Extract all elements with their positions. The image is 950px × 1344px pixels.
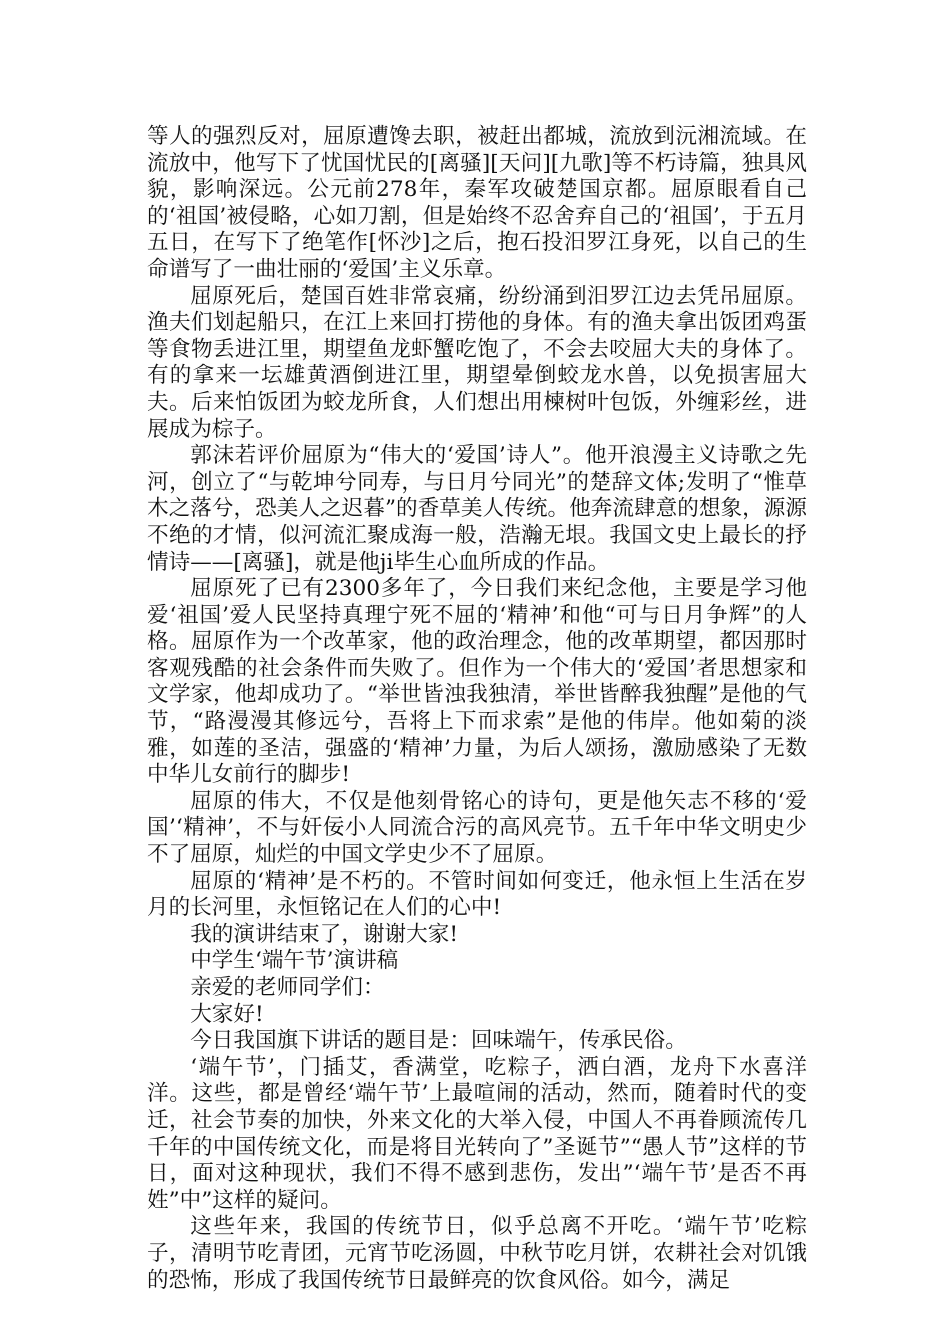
speech-topic: 今日我国旗下讲话的题目是：回味端午，传承民俗。 (190, 1028, 687, 1054)
speech-title: 中学生‘端午节’演讲稿 (190, 948, 399, 974)
greeting: 大家好! (190, 1001, 264, 1027)
paragraph-food-traditions: 这些年来，我国的传统节日，似乎总离不开吃。‘端午节’吃粽子，清明节吃青团，元宵节吃汤圆，中秋节吃月饼，农耕社会对饥饿的恐怖，形成了我国传统节日最鲜亮的饮食风俗。如今，满足 (147, 1214, 807, 1293)
paragraph-guo-moruo: 郭沫若评价屈原为“伟大的‘爱国’诗人”。他开浪漫主义诗歌之先河，创立了“与乾坤兮同寿，与日月兮同光”的楚辞文体;发明了“惟草木之落兮，恐美人之迟暮”的香草美人传统。他奔流肆意的想象，源源不绝的才情，似河流汇聚成海一般，浩瀚无垠。我国文史上最长的抒情诗——[离骚]，就是他ji毕生心血所成的作品。 (147, 443, 807, 575)
paragraph-commemoration: 屈原死了已有2300多年了，今日我们来纪念他，主要是学习他爱‘祖国’爱人民坚持真理宁死不屈的‘精神’和他“可与日月争辉”的人格。屈原作为一个改革家，他的政治理念，他的改革期望，都因那时客观残酷的社会条件而失败了。但作为一个伟大的‘爱国’者思想家和文学家，他却成功了。“举世皆浊我独清，举世皆醉我独醒”是他的气节，“路漫漫其修远兮，吾将上下而求索”是他的伟岸。他如菊的淡雅，如莲的圣洁，强盛的‘精神’力量，为后人颂扬，激励感染了无数中华儿女前行的脚步! (147, 576, 807, 788)
paragraph-mourning: 屈原死后，楚国百姓非常哀痛，纷纷涌到汨罗江边去凭吊屈原。渔夫们划起船只，在江上来回打捞他的身体。有的渔夫拿出饭团鸡蛋等食物丢进江里，期望鱼龙虾蟹吃饱了，不会去咬屈大夫的身体了。有的拿来一坛雄黄酒倒进江里，期望晕倒蛟龙水兽，以免损害屈大夫。后来怕饭团为蛟龙所食，人们想出用楝树叶包饭，外缠彩丝，进展成为棕子。 (147, 283, 807, 442)
document-body (147, 124, 807, 1294)
speech-closing: 我的演讲结束了，谢谢大家! (190, 921, 458, 947)
paragraph-greatness: 屈原的伟大，不仅是他刻骨铭心的诗句，更是他矢志不移的‘爱国’‘精神’，不与奸佞小人同流合污的高风亮节。五千年中华文明史少不了屈原，灿烂的中国文学史少不了屈原。 (147, 788, 807, 868)
paragraph-festival-customs: ‘端午节’，门插艾，香满堂，吃粽子，洒白酒，龙舟下水喜洋洋。这些，都是曾经‘端午节’上最喧闹的活动，然而，随着时代的变迁，社会节奏的加快，外来文化的大举入侵，中国人不再眷顾流传几千年的中国传统文化，而是将目光转向了”圣诞节”“愚人节”这样的节日，面对这种现状，我们不得不感到悲伤，发出”‘端午节’是否不再姓”中”这样的疑问。 (147, 1054, 807, 1213)
paragraph-immortal-spirit: 屈原的‘精神’是不朽的。不管时间如何变迁，他永恒上生活在岁月的长河里，永恒铭记在人们的心中! (147, 868, 807, 921)
paragraph-exile: 等人的强烈反对，屈原遭馋去职，被赶出都城，流放到沅湘流域。在流放中，他写下了忧国忧民的[离骚][天问][九歌]等不朽诗篇，独具风貌，影响深远。公元前278年，秦军攻破楚国京都。屈原眼看自己的‘祖国’被侵略，心如刀割，但是始终不忍舍弃自己的‘祖国’，于五月五日，在写下了绝笔作[怀沙]之后，抱石投汨罗江身死，以自己的生命谱写了一曲壮丽的‘爱国’主义乐章。 (147, 124, 807, 282)
salutation: 亲爱的老师同学们： (190, 975, 385, 1000)
